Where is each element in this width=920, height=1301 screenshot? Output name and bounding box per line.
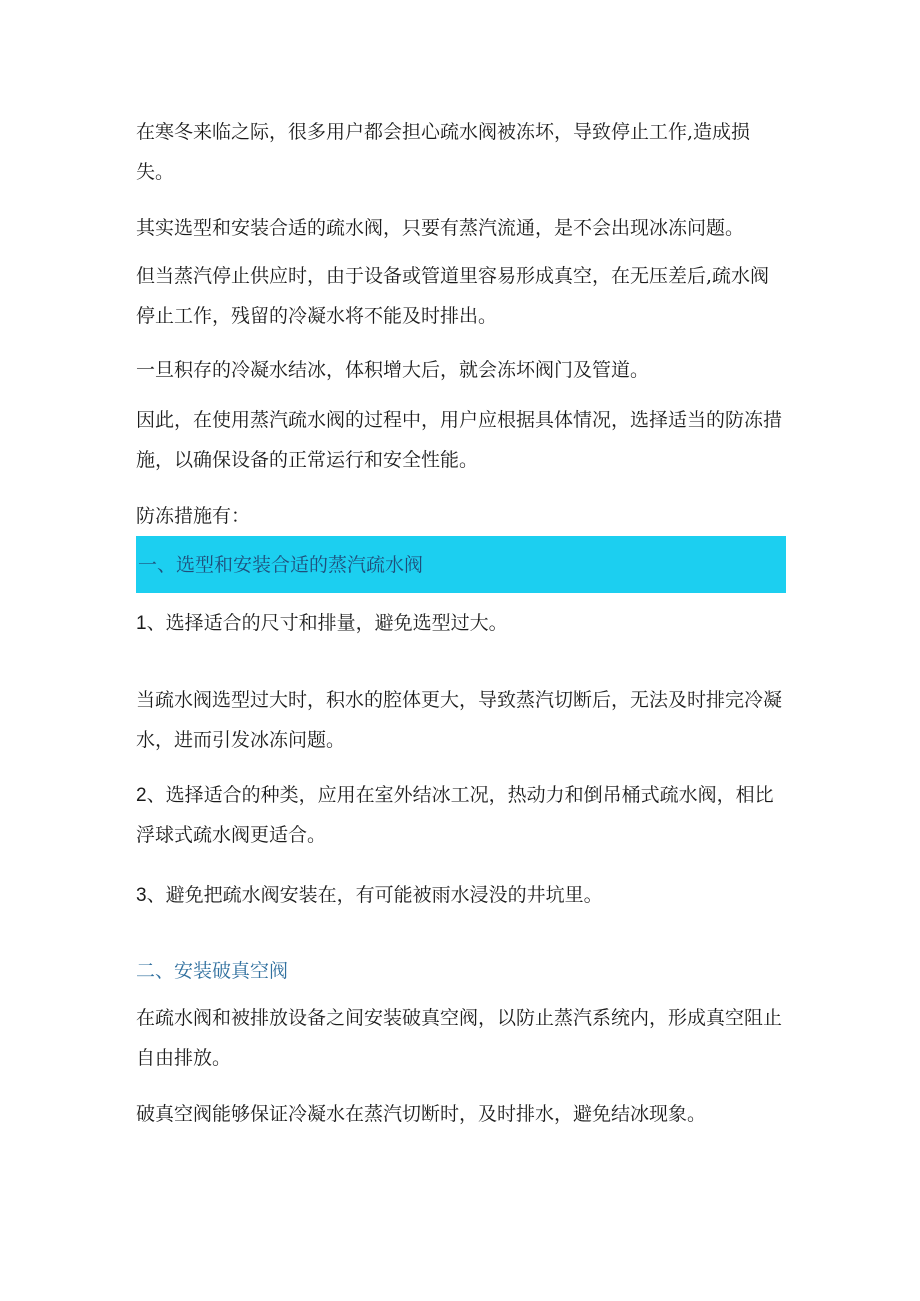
section-1-heading: 一、选型和安装合适的蒸汽疏水阀 (138, 554, 424, 576)
intro-paragraph-3: 但当蒸汽停止供应时，由于设备或管道里容易形成真空，在无压差后,疏水阀停止工作，残留的冷凝水将不能及时排出。 (136, 265, 770, 327)
intro-paragraph-2: 其实选型和安装合适的疏水阀，只要有蒸汽流通，是不会出现冰冻问题。 (136, 217, 745, 239)
section-1-item-3: 3、避免把疏水阀安装在，有可能被雨水浸没的井坑里。 (136, 885, 603, 906)
intro-paragraph-1: 在寒冬来临之际，很多用户都会担心疏水阀被冻坏，导致停止工作,造成损失。 (136, 121, 751, 183)
section-1-item-2: 2、选择适合的种类，应用在室外结冰工况，热动力和倒吊桶式疏水阀，相比浮球式疏水阀更适合。 (136, 785, 774, 846)
section-2-heading: 二、安装破真空阀 (136, 960, 289, 982)
section-2-paragraph-1: 在疏水阀和被排放设备之间安装破真空阀，以防止蒸汽系统内，形成真空阻止自由排放。 (136, 1007, 783, 1069)
section-2-paragraph-2: 破真空阀能够保证冷凝水在蒸汽切断时，及时排水，避免结冰现象。 (136, 1103, 707, 1125)
intro-paragraph-4: 一旦积存的冷凝水结冰，体积增大后，就会冻坏阀门及管道。 (136, 359, 650, 381)
intro-paragraph-5: 因此，在使用蒸汽疏水阀的过程中，用户应根据具体情况，选择适当的防冻措施，以确保设备的正常运行和安全性能。 (136, 409, 783, 471)
section-1-item-1-description: 当疏水阀选型过大时，积水的腔体更大，导致蒸汽切断后，无法及时排完冷凝水，进而引发冰冻问题。 (136, 689, 783, 751)
section-1-item-1: 1、选择适合的尺寸和排量，避免选型过大。 (136, 613, 508, 634)
intro-paragraph-6: 防冻措施有： (136, 505, 251, 527)
